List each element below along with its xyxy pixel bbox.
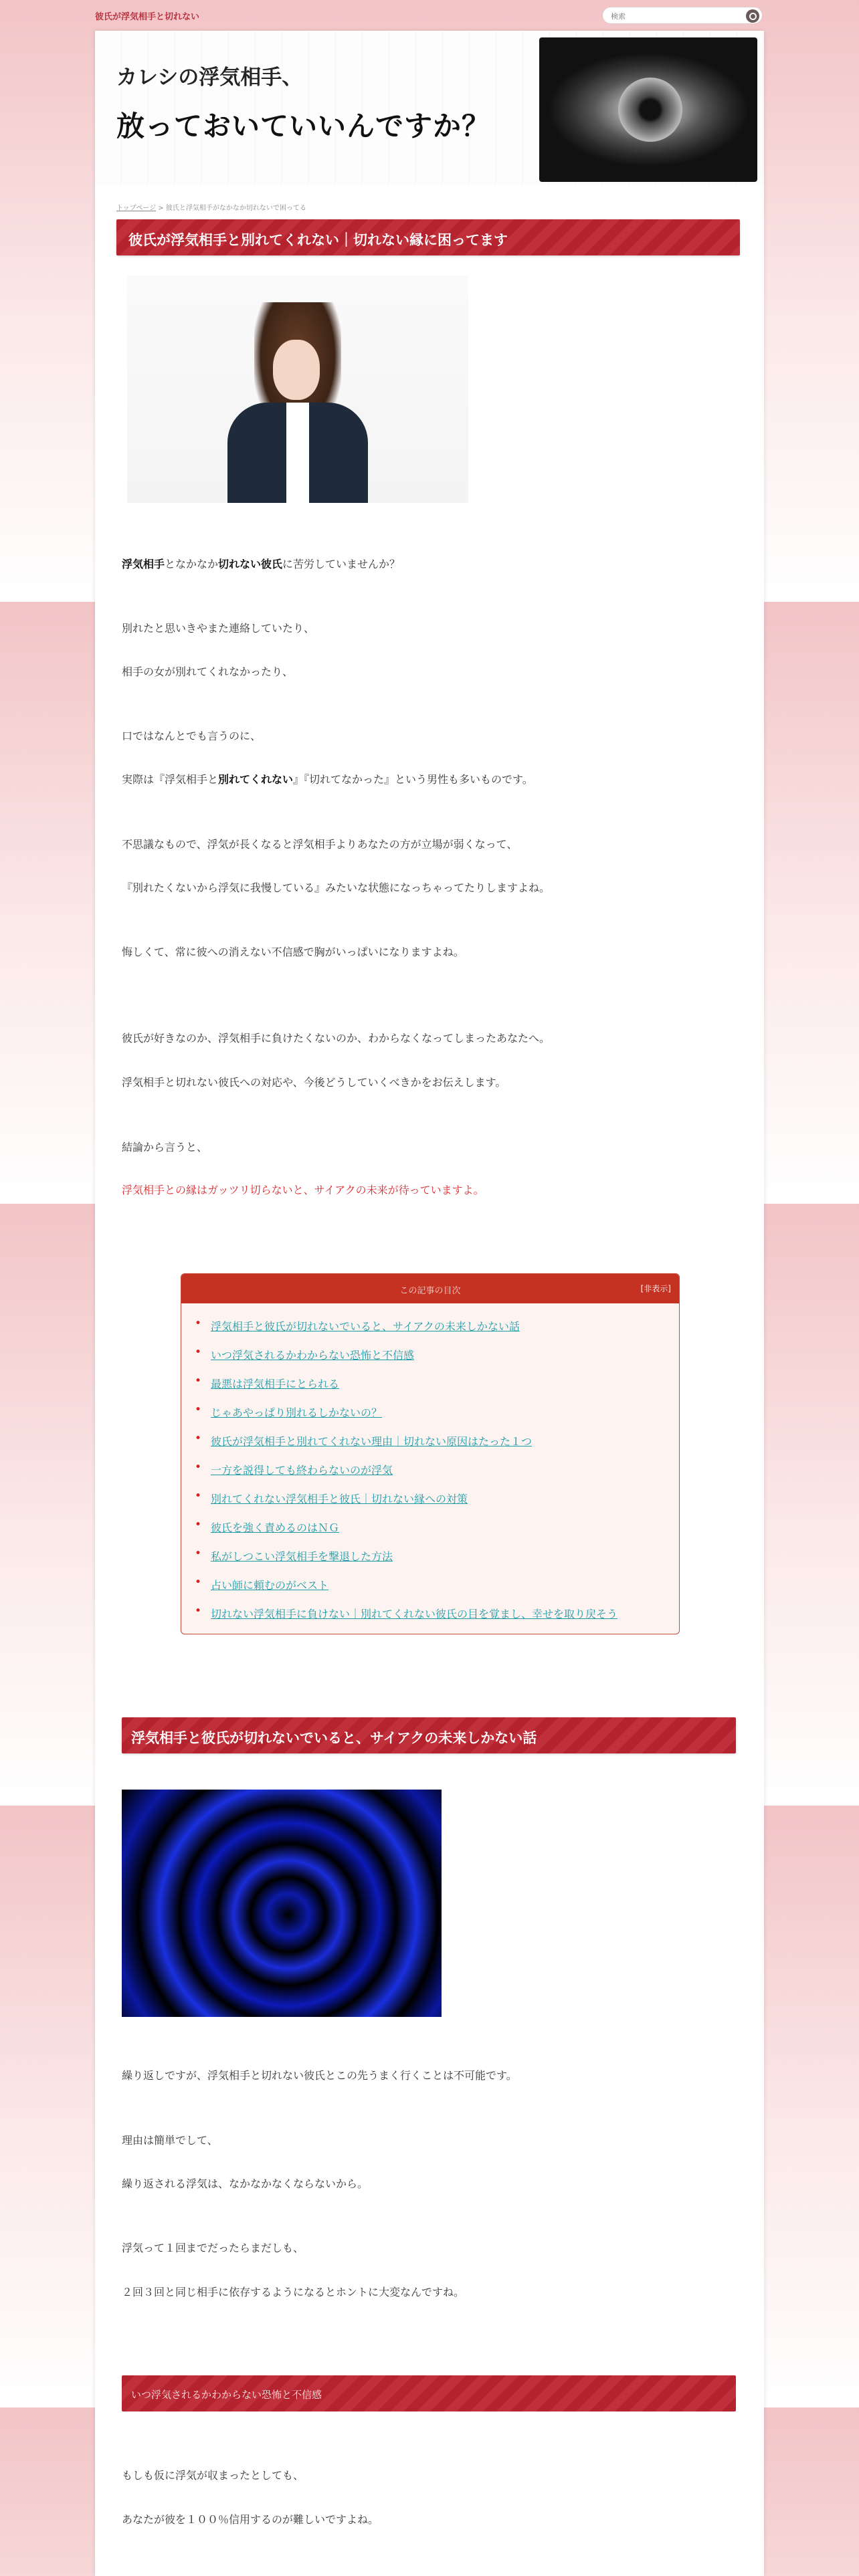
conclusion-highlight: 浮気相手との縁はガッツリ切らないと、サイアクの未来が待っていますよ。: [122, 1184, 484, 1196]
toc-toggle-button[interactable]: [非表示]: [640, 1284, 671, 1293]
intro-paragraph: 悔しくて、常に彼への消えない不信感で胸がいっぱいになりますよね。: [122, 946, 464, 958]
site-header: [95, 31, 764, 186]
search-box: [602, 7, 763, 24]
toc-item: [195, 1347, 679, 1376]
blue-swirl-image: [122, 1790, 442, 2017]
toc-item: [195, 1462, 679, 1491]
toc-item: [195, 1548, 679, 1577]
toc-link[interactable]: 彼氏が浮気相手と別れてくれない理由｜切れない原因はたった１つ: [211, 1435, 533, 1448]
toc-item: [195, 1606, 679, 1634]
intro-paragraph: 浮気相手となかなか切れない彼氏に苦労していませんか？: [122, 558, 401, 570]
toc-link[interactable]: じゃあやっぱり別れるしかないの？: [211, 1406, 383, 1419]
toc-item: [195, 1318, 679, 1347]
intro-paragraph: 浮気相手と切れない彼氏への対応や、今後どうしていくべきかをお伝えします。: [122, 1076, 506, 1089]
toc-list: [181, 1303, 679, 1634]
woman-holding-head-image: [127, 276, 468, 503]
header-title-line2: 放っておいていいんですか？: [116, 110, 491, 142]
intro-paragraph: 『別れたくないから浮気に我慢している』みたいな状態になっちゃってたりしますよね。: [122, 881, 551, 894]
toc-item: [195, 1433, 679, 1462]
breadcrumb: [116, 202, 306, 212]
breadcrumb-separator: >: [156, 205, 166, 212]
toc-link[interactable]: 最悪は浮気相手にとられる: [211, 1378, 340, 1390]
toc-item: [195, 1491, 679, 1519]
intro-paragraph: 不思議なもので、浮気が長くなると浮気相手よりあなたの方が立場が弱くなって、: [122, 838, 518, 851]
intro-paragraph: 実際は『浮気相手と別れてくれない』『切れてなかった』という男性も多いものです。: [122, 773, 533, 786]
toc-link[interactable]: いつ浮気されるかわからない恐怖と不信感: [211, 1349, 415, 1362]
breadcrumb-current: 彼氏と浮気相手がなかなか切れないで困ってる: [165, 205, 306, 212]
table-of-contents: [181, 1273, 680, 1634]
intro-paragraph: 口ではなんとでも言うのに、: [122, 730, 262, 742]
toc-item: [195, 1404, 679, 1433]
intro-paragraph: 相手の女が別れてくれなかったり、: [122, 665, 294, 678]
top-bar: [0, 0, 859, 31]
section-paragraph: 理由は簡単でして、: [122, 2134, 218, 2147]
toc-link[interactable]: 別れてくれない浮気相手と彼氏｜切れない縁への対策: [211, 1493, 468, 1505]
section-paragraph: ２回３回と同じ相手に依存するようになるとホントに大変なんですね。: [122, 2286, 465, 2298]
toc-title: この記事の目次: [399, 1286, 461, 1296]
header-title-line1: カレシの浮気相手、: [116, 66, 303, 90]
intro-paragraph: 彼氏が好きなのか、浮気相手に負けたくないのか、わからなくなってしまったあなたへ。: [122, 1032, 551, 1045]
photo-face: [273, 340, 320, 400]
site-name-link[interactable]: 彼氏が浮気相手と切れない: [95, 12, 200, 22]
section-paragraph: 浮気って１回までだったらまだしも、: [122, 2242, 304, 2254]
toc-item: [195, 1376, 679, 1404]
toc-item: [195, 1577, 679, 1606]
search-input[interactable]: [611, 10, 731, 22]
intro-paragraph: 別れたと思いきやまた連絡していたり、: [122, 622, 315, 635]
subsection-heading: いつ浮気されるかわからない恐怖と不信感: [122, 2375, 736, 2411]
section-paragraph: もしも仮に浮気が収まったとしても、: [122, 2469, 304, 2482]
toc-link[interactable]: 切れない浮気相手に負けない｜別れてくれない彼氏の目を覚まし、幸せを取り戻そう: [211, 1608, 618, 1620]
search-icon[interactable]: [746, 9, 759, 23]
intro-paragraph: 結論から言うと、: [122, 1141, 208, 1154]
article-title: 彼氏が浮気相手と別れてくれない｜切れない縁に困ってます: [116, 219, 740, 255]
eye-header-image: [539, 37, 757, 182]
toc-item: [195, 1519, 679, 1548]
section-paragraph: あなたが彼を１００％信用するのが難しいですよね。: [122, 2513, 379, 2526]
toc-header: [181, 1274, 679, 1303]
section-paragraph: 繰り返される浮気は、なかなかなくならないから。: [122, 2177, 369, 2190]
toc-link[interactable]: 一方を説得しても終わらないのが浮気: [211, 1464, 393, 1477]
toc-link[interactable]: 浮気相手と彼氏が切れないでいると、サイアクの未来しかない話: [211, 1320, 520, 1333]
section-paragraph: 繰り返しですが、浮気相手と切れない彼氏とこの先うまく行くことは不可能です。: [122, 2069, 517, 2082]
breadcrumb-home-link[interactable]: トップページ: [116, 205, 157, 212]
section-heading: 浮気相手と彼氏が切れないでいると、サイアクの未来しかない話: [122, 1717, 736, 1753]
toc-link[interactable]: 彼氏を強く責めるのはＮＧ: [211, 1521, 340, 1534]
photo-shirt: [286, 403, 309, 503]
toc-link[interactable]: 占い師に頼むのがベスト: [211, 1579, 329, 1592]
page-container: [95, 31, 764, 2576]
eye-iris: [618, 78, 682, 142]
toc-link[interactable]: 私がしつこい浮気相手を撃退した方法: [211, 1550, 393, 1563]
